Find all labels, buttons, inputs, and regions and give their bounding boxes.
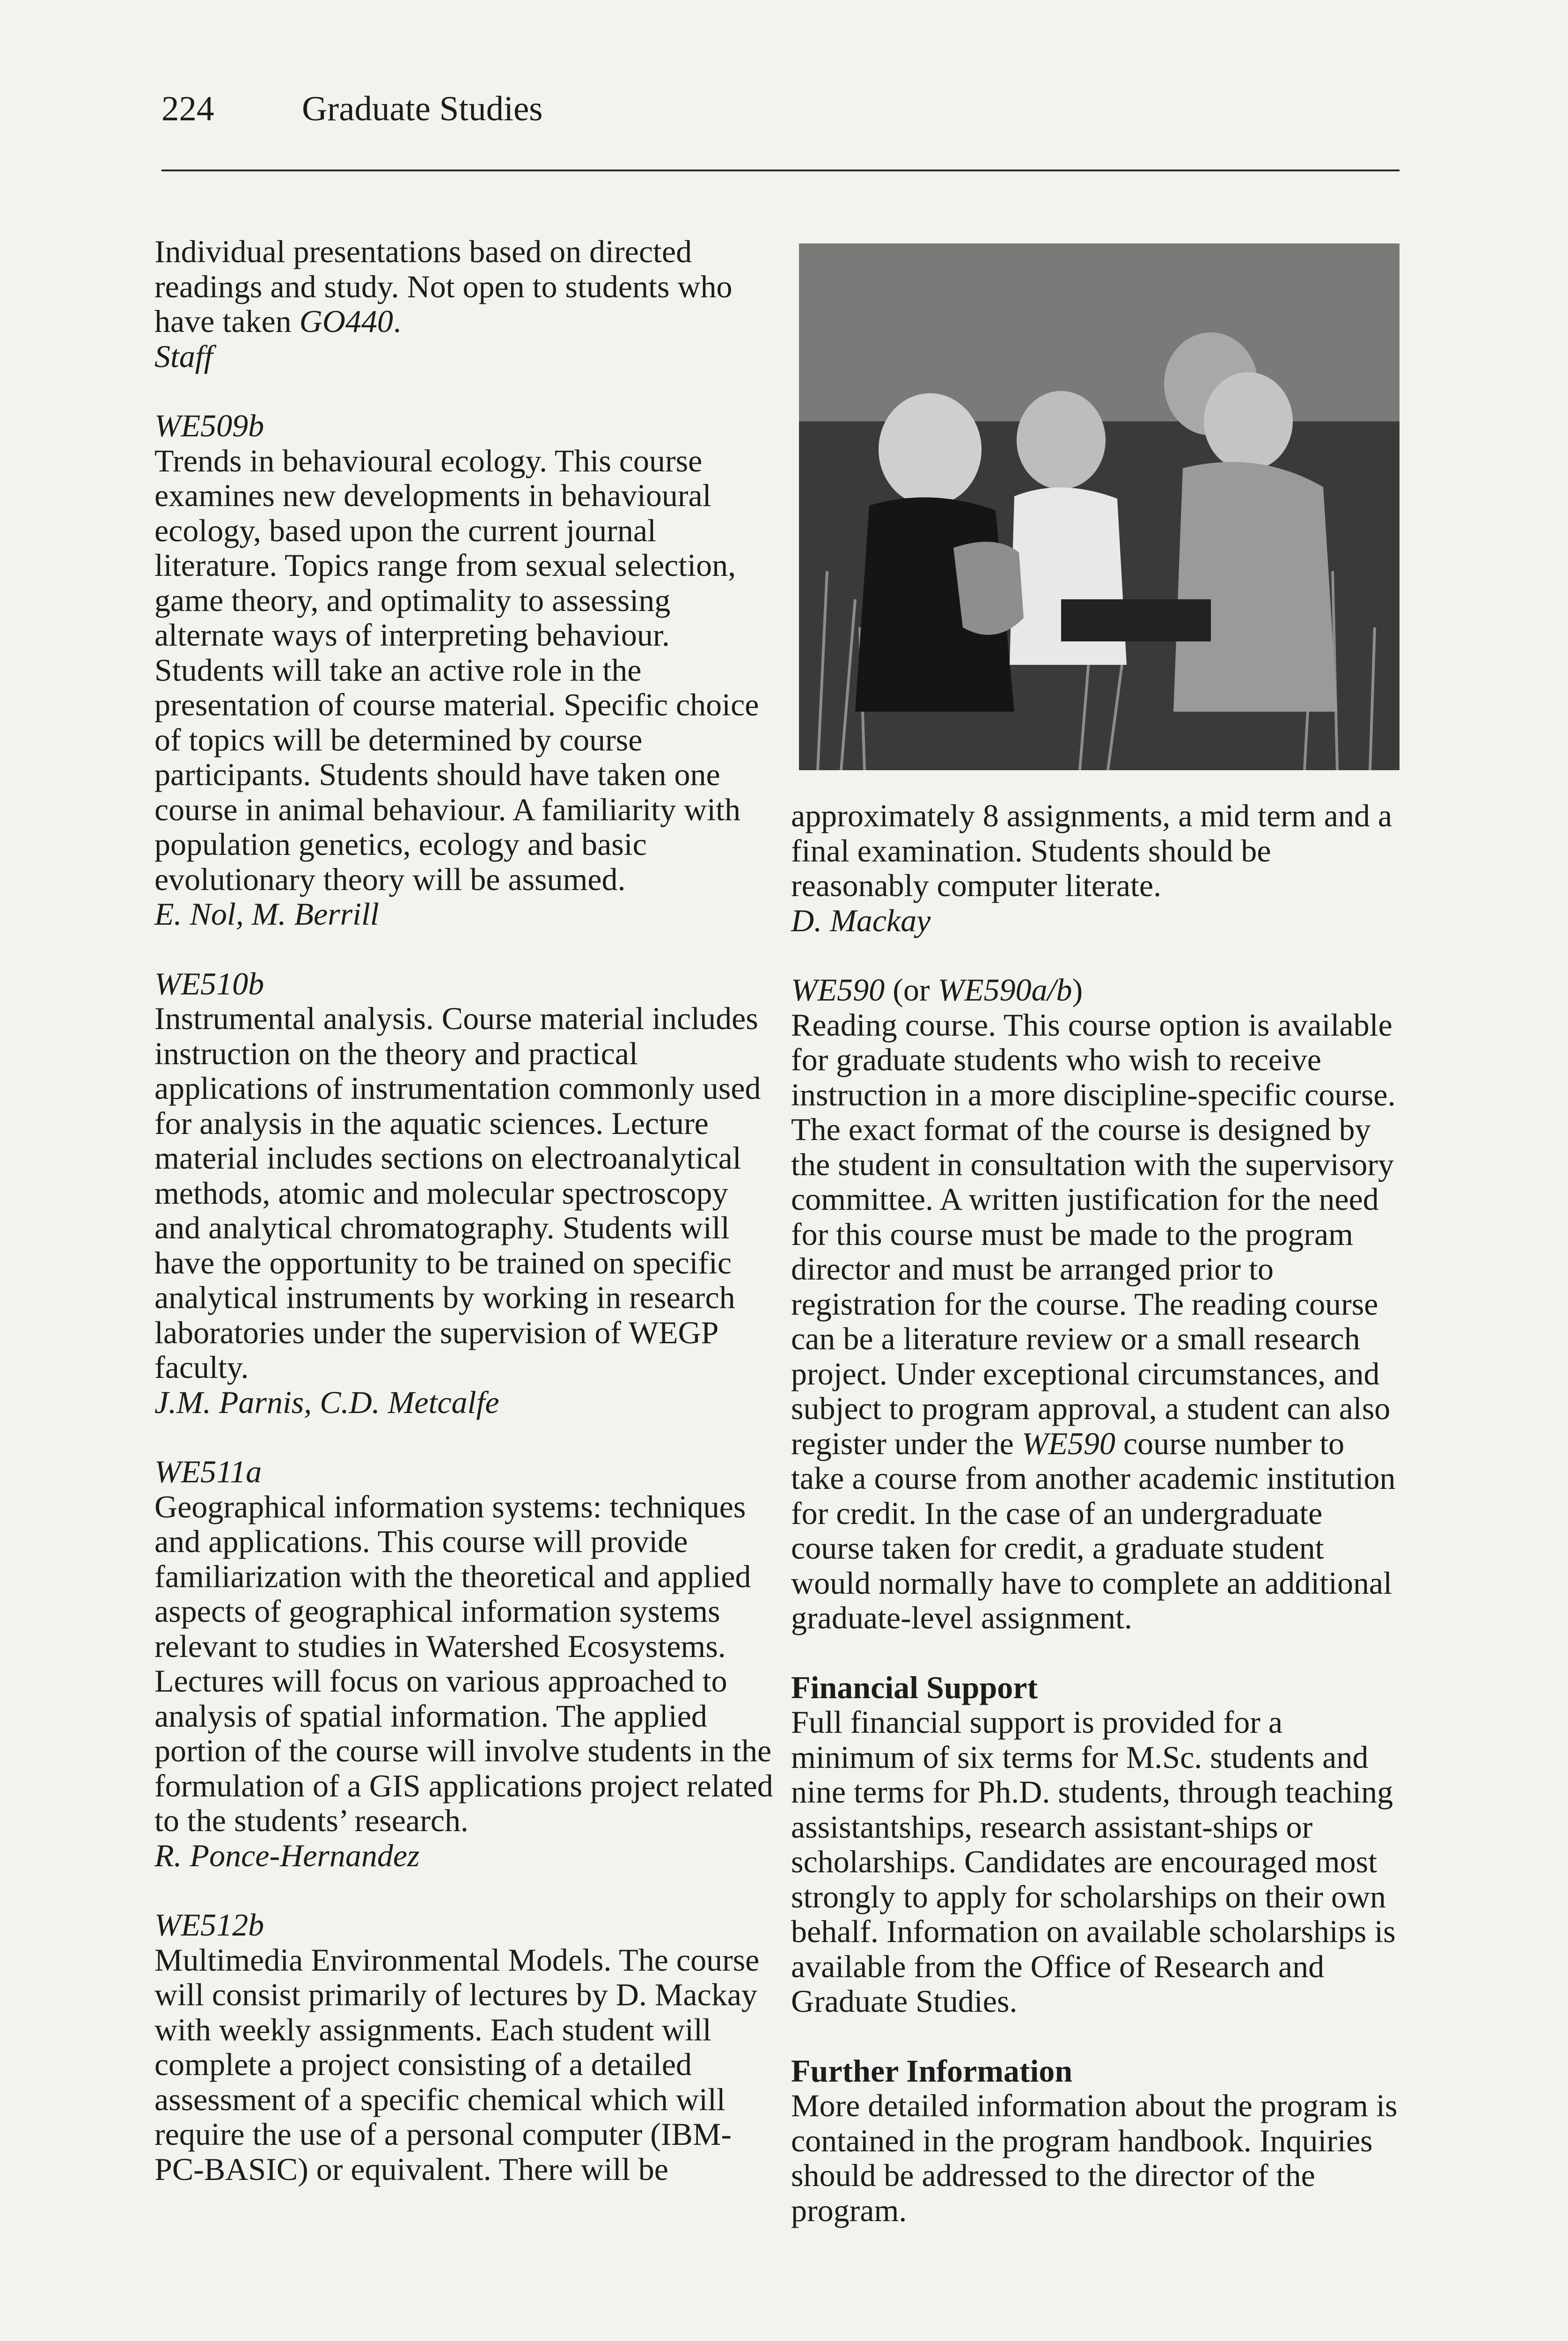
section-heading: Further Information [791, 2053, 1073, 2089]
course-code: WE509b [154, 408, 264, 443]
field-photo [799, 243, 1399, 770]
course-code: WE590 [791, 972, 885, 1008]
course-alt-code: WE590a/b [938, 972, 1072, 1008]
course-entry-we509b [154, 408, 777, 932]
course-entry-we510b [154, 966, 777, 1420]
course-description [791, 1008, 1399, 1635]
course-entry-we512b-cont [791, 798, 1399, 938]
course-entry-go440-cont [154, 234, 777, 374]
course-entry-we590 [791, 972, 1399, 1635]
course-instructors: Staff [154, 338, 213, 374]
course-instructors: J.M. Parnis, C.D. Metcalfe [154, 1384, 499, 1420]
course-code-ref: WE590 [1021, 1425, 1115, 1461]
section-title: Graduate Studies [302, 89, 543, 128]
course-alt-suffix: ) [1072, 972, 1083, 1008]
course-description: Multimedia Environmental Models. The course will consist primarily of lectures by D. Mackay with weekly assignments. Each student will complete a project consisting of a detailed assessment of a specific chemical which will require the use of a personal computer (IBM-PC-BASIC) or equivalent. There will be [154, 1942, 760, 2187]
course-entry-we511a [154, 1454, 777, 1873]
course-description-end: course number to take a course from another academic institution for credit. In the case of an undergraduate course taken for credit, a graduate student would normally have to complete an additional graduate-level assignment. [791, 1425, 1396, 1635]
course-description-text: Individual presentations based on directed readings and study. Not open to students who have taken [154, 234, 733, 339]
course-alt-prefix: (or [885, 972, 938, 1008]
course-instructors: D. Mackay [791, 902, 931, 938]
course-instructors: R. Ponce-Hernandez [154, 1837, 420, 1873]
further-information-section [791, 2054, 1399, 2228]
course-code-ref: GO440 [299, 303, 393, 339]
course-description-text: Reading course. This course option is available for graduate students who wish to receive instruction in a more discipline-specific course. The exact format of the course is designed by the student in consultation with the supervisory committee. A written justification for the need for this course must be made to the program director and must be arranged prior to registration for the course. The reading course can be a literature review or a small research project. Under exceptional circumstances, and subject to program approval, a student can also register under the [791, 1007, 1396, 1461]
course-description-end: . [393, 303, 401, 339]
course-description [154, 234, 777, 339]
page-number: 224 [161, 89, 214, 128]
section-body: More detailed information about the program is contained in the program handbook. Inquiries should be addressed to the director of the program. [791, 2088, 1398, 2228]
right-column [791, 798, 1399, 2228]
course-description: Instrumental analysis. Course material includes instruction on the theory and practical applications of instrumentation commonly used for analysis in the aquatic sciences. Lecture material includes sections on electroanalytical methods, atomic and molecular spectroscopy and analytical chromatography. Students will have the opportunity to be trained on specific analytical instruments by working in research laboratories under the supervision of WEGP faculty. [154, 1001, 761, 1385]
page-header [161, 91, 1399, 126]
course-instructors: E. Nol, M. Berrill [154, 896, 379, 932]
course-code-line [791, 972, 1399, 1008]
course-description: Trends in behavioural ecology. This course examines new developments in behavioural ecology, based upon the current journal literature. Topics range from sexual selection, game theory, and optimality to assessing alternate ways of interpreting behaviour. Students will take an active role in the presentation of course material. Specific choice of topics will be determined by course participants. Students should have taken one course in animal behaviour. A familiarity with population genetics, ecology and basic evolutionary theory will be assumed. [154, 442, 759, 897]
course-description: approximately 8 assignments, a mid term and a final examination. Students should be reasonably computer literate. [791, 798, 1392, 903]
section-heading: Financial Support [791, 1669, 1038, 1705]
section-body: Full financial support is provided for a minimum of six terms for M.Sc. students and nine terms for Ph.D. students, through teaching assistantships, research assistant-ships or scholarships. Candidates are encouraged most strongly to apply for scholarships on their own behalf. Information on available scholarships is available from the Office of Research and Graduate Studies. [791, 1704, 1396, 2019]
header-rule [161, 169, 1399, 171]
left-column [154, 234, 777, 2186]
course-description: Geographical information systems: techniques and applications. This course will provide familiarization with the theoretical and applied aspects of geographical information systems relevant to studies in Watershed Ecosystems. Lectures will focus on various approached to analysis of spatial information. The applied portion of the course will involve students in the formulation of a GIS applications project related to the students’ research. [154, 1488, 773, 1838]
course-code: WE510b [154, 965, 264, 1001]
field-photo-illustration [799, 243, 1399, 770]
financial-support-section [791, 1670, 1399, 2019]
course-code: WE512b [154, 1907, 264, 1943]
course-code: WE511a [154, 1454, 262, 1489]
course-entry-we512b [154, 1907, 777, 2186]
